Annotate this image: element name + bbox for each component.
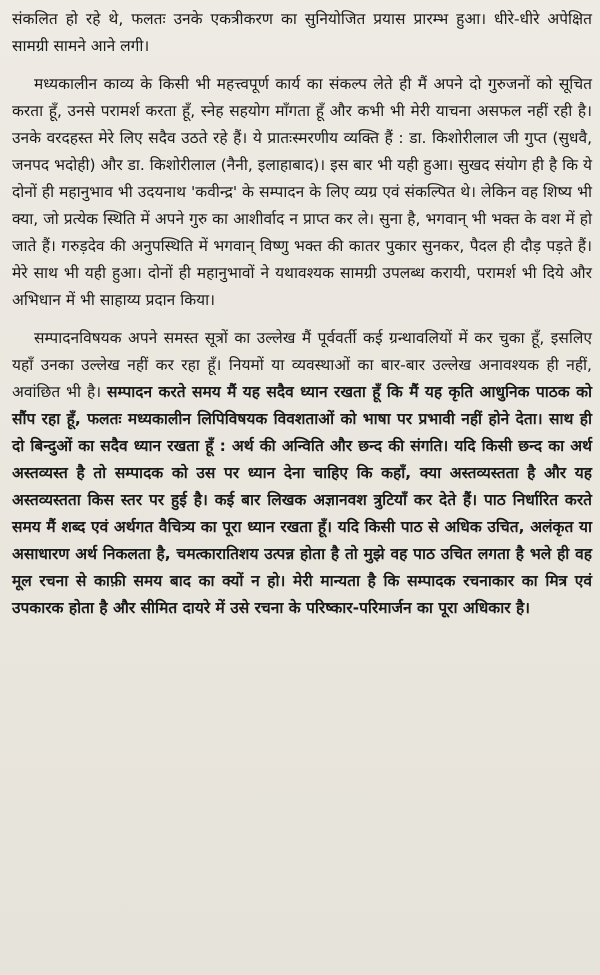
paragraph-3-bold-text: सम्पादन करते समय मैं यह सदैव ध्यान रखता हूँ कि मैं यह कृति आधुनिक पाठक को सौंप रहा हूँ, फलतः मध्यकालीन लिपिविषयक विवशताओं को भाषा पर प्रभावी नहीं होने देता। साथ ही दो बिन्दुओं का सदैव ध्यान रखता हूँ : अर्थ की अन्विति और छन्द की संगति। यदि किसी छन्द का अर्थ अस्तव्यस्त है तो सम्पादक को उस पर ध्यान देना चाहिए कि कहाँ, क्या अस्तव्यस्तता है और यह अस्तव्यस्तता किस स्तर पर हुई है। कई बार लिखक अज्ञानवश त्रुटियाँ कर देते हैं। पाठ निर्धारित करते समय मैं शब्द एवं अर्थगत वैचित्र्य का पूरा ध्यान रखता हूँ। यदि किसी पाठ से अधिक उचित, अलंकृत या असाधारण अर्थ निकलता है, चमत्कारातिशय उत्पन्न होता है तो मुझे वह पाठ उचित लगता है भले ही वह मूल रचना से काफ़ी समय बाद का क्यों न हो। मेरी मान्यता है कि सम्पादक रचनाकार का मित्र एवं उपकारक होता है और सीमित दायरे में उसे रचना के परिष्कार-परिमार्जन का पूरा अधिकार है। [12, 383, 592, 617]
paragraph-3 [12, 325, 592, 622]
paragraph-3-normal-text: सम्पादनविषयक अपने समस्त सूत्रों का उल्लेख मैं पूर्ववर्ती कई ग्रन्थावलियों में कर चुका हूँ, इसलिए यहाँ उनका उल्लेख नहीं कर रहा हूँ। नियमों या व्यवस्थाओं का बार-बार उल्लेख अनावश्यक ही नहीं, अवांछित भी है। [12, 329, 592, 401]
paragraph-2: मध्यकालीन काव्य के किसी भी महत्त्वपूर्ण कार्य का संकल्प लेते ही मैं अपने दो गुरुजनों को सूचित करता हूँ, उनसे परामर्श करता हूँ, स्नेह सहयोग माँगता हूँ और कभी भी मेरी याचना असफल नहीं रही है। उनके वरदहस्त मेरे लिए सदैव उठते रहे हैं। ये प्रातःस्मरणीय व्यक्ति हैं : डा. किशोरीलाल जी गुप्त (सुधवै, जनपद भदोही) और डा. किशोरीलाल (नैनी, इलाहाबाद)। इस बार भी यही हुआ। सुखद संयोग ही है कि ये दोनों ही महानुभाव भी उदयनाथ 'कवीन्द्र' के सम्पादन के लिए व्यग्र एवं संकल्पित थे। लेकिन वह शिष्य भी क्या, जो प्रत्येक स्थिति में अपने गुरु का आशीर्वाद न प्राप्त कर ले। सुना है, भगवान् भी भक्त के वश में हो जाते हैं। गरुड़देव की अनुपस्थिति में भगवान् विष्णु भक्त की कातर पुकार सुनकर, पैदल ही दौड़ पड़ते हैं। मेरे साथ भी यही हुआ। दोनों ही महानुभावों ने यथावश्यक सामग्री उपलब्ध करायी, परामर्श भी दिये और अभिधान में भी साहाय्य प्रदान किया। [12, 75, 592, 309]
paragraph-1: संकलित हो रहे थे, फलतः उनके एकत्रीकरण का सुनियोजित प्रयास प्रारम्भ हुआ। धीरे-धीरे अपेक्षित सामग्री सामने आने लगी। [12, 10, 592, 55]
